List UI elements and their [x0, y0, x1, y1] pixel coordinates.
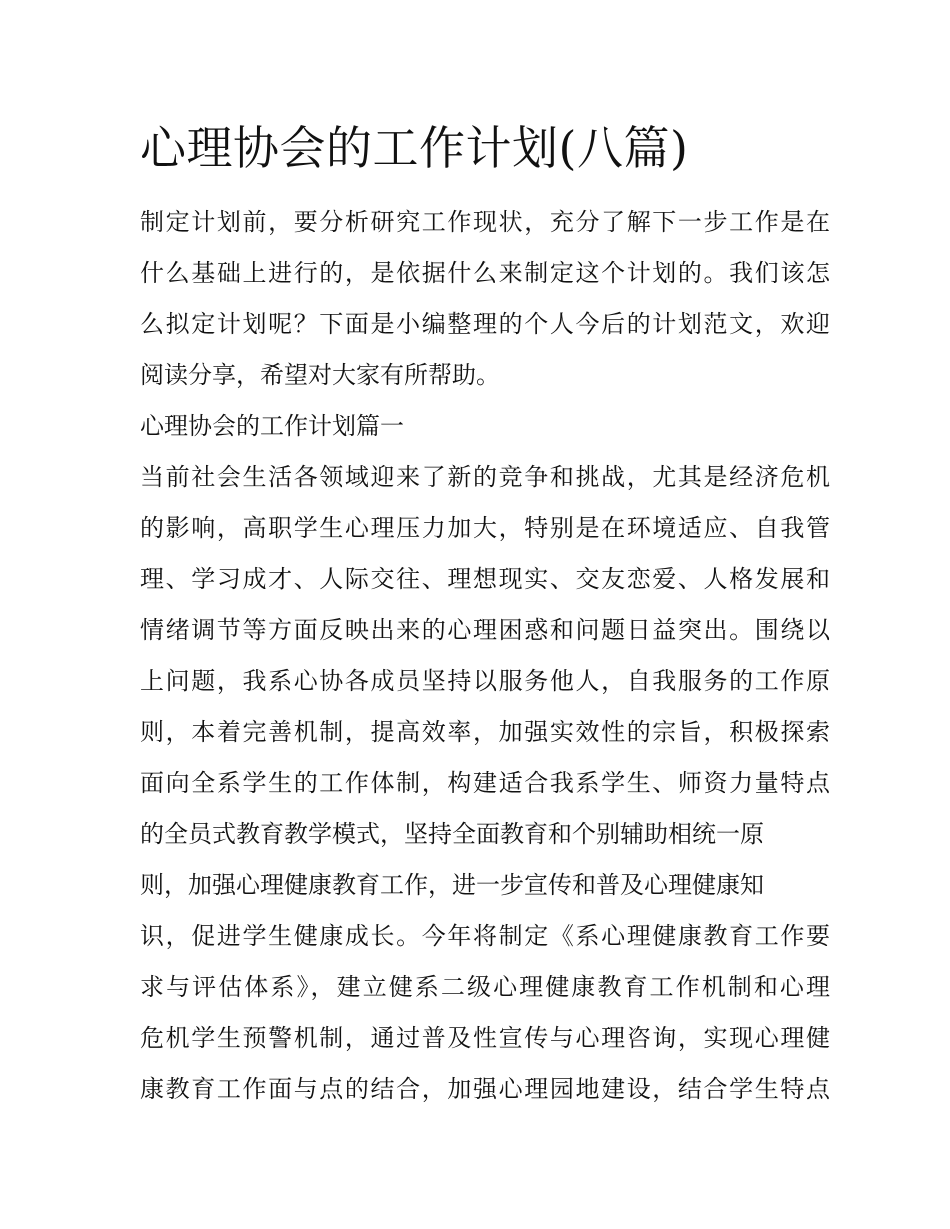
body-line: 危机学生预警机制，通过普及性宣传与心理咨询，实现心理健: [140, 1024, 830, 1052]
intro-line: 什么基础上进行的，是依据什么来制定这个计划的。我们该怎: [140, 259, 830, 287]
section-heading: 心理协会的工作计划篇一: [140, 412, 404, 440]
body-line: 理、学习成才、人际交往、理想现实、交友恋爱、人格发展和: [140, 565, 830, 593]
body-line: 情绪调节等方面反映出来的心理困惑和问题日益突出。围绕以: [140, 616, 830, 644]
body-line: 当前社会生活各领域迎来了新的竞争和挑战，尤其是经济危机: [140, 463, 830, 491]
body-line: 则，加强心理健康教育工作，进一步宣传和普及心理健康知: [140, 871, 764, 899]
document-title: 心理协会的工作计划(八篇): [140, 121, 689, 175]
intro-line: 制定计划前，要分析研究工作现状，充分了解下一步工作是在: [140, 208, 830, 236]
body-line: 识，促进学生健康成长。今年将制定《系心理健康教育工作要: [140, 922, 830, 950]
intro-line: 么拟定计划呢？下面是小编整理的个人今后的计划范文，欢迎: [140, 310, 830, 338]
body-line: 的全员式教育教学模式，坚持全面教育和个别辅助相统一原: [140, 820, 764, 848]
body-line: 的影响，高职学生心理压力加大，特别是在环境适应、自我管: [140, 514, 830, 542]
body-line: 上问题，我系心协各成员坚持以服务他人，自我服务的工作原: [140, 667, 830, 695]
body-line: 求与评估体系》，建立健系二级心理健康教育工作机制和心理: [140, 973, 830, 1001]
body-line: 康教育工作面与点的结合，加强心理园地建设，结合学生特点: [140, 1075, 830, 1103]
body-line: 面向全系学生的工作体制，构建适合我系学生、师资力量特点: [140, 769, 830, 797]
intro-line: 阅读分享，希望对大家有所帮助。: [140, 361, 500, 389]
body-line: 则，本着完善机制，提高效率，加强实效性的宗旨，积极探索: [140, 718, 830, 746]
